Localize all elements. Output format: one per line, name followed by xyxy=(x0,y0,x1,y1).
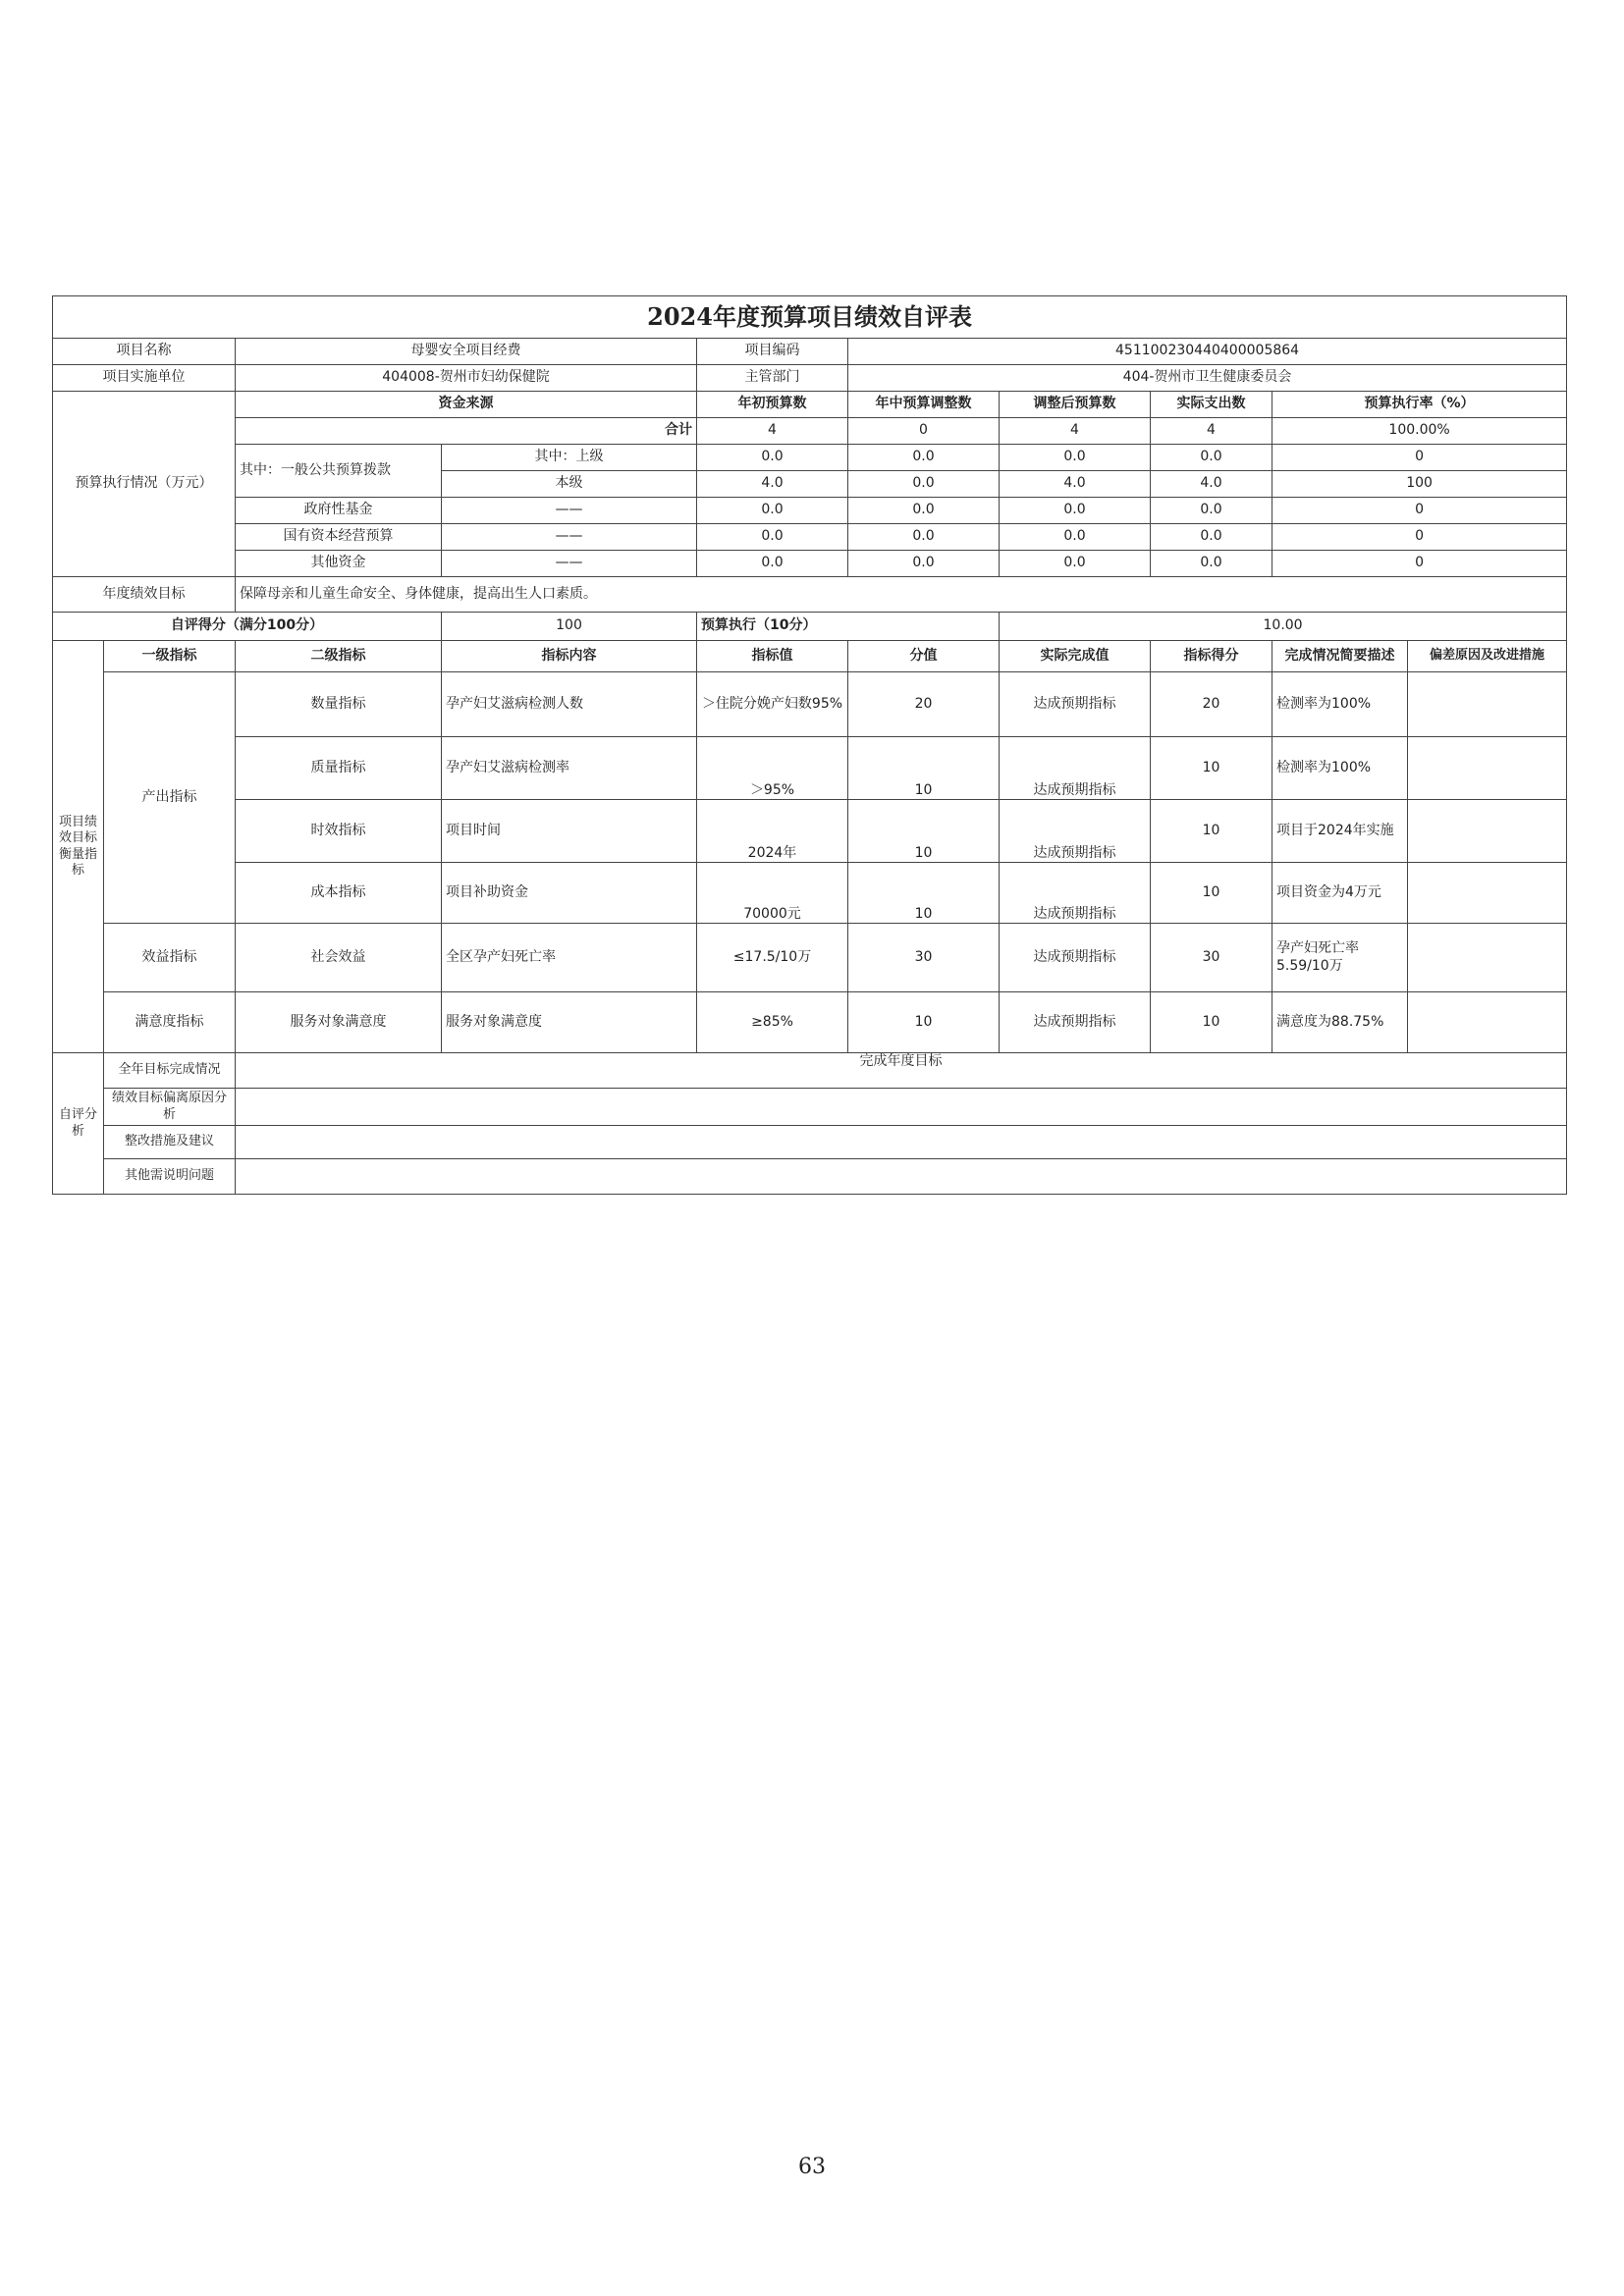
ind-row5-content: 全区孕产妇死亡率 xyxy=(442,924,697,992)
budget-other-label: 其他资金 xyxy=(236,551,442,577)
ind-header-content: 指标内容 xyxy=(442,641,697,672)
ind-row2-reason xyxy=(1408,737,1567,800)
performance-sheet xyxy=(52,295,1566,1195)
project-code: 451100230440400005864 xyxy=(848,339,1567,365)
ind-row4-weight: 10 xyxy=(848,863,1000,924)
page-number: 63 xyxy=(798,2155,826,2179)
ind-row3-target: 2024年 xyxy=(697,800,848,863)
ind-row6-desc: 满意度为88.75% xyxy=(1272,992,1408,1053)
table-title: 2024年度预算项目绩效自评表 xyxy=(53,296,1567,339)
ind-row4-target: 70000元 xyxy=(697,863,848,924)
ind-row5-level2: 社会效益 xyxy=(236,924,442,992)
ind-level1-satisfaction: 满意度指标 xyxy=(104,992,236,1053)
budget-total-initial: 4 xyxy=(697,418,848,445)
ind-row6-level2: 服务对象满意度 xyxy=(236,992,442,1053)
budget-state-capital-dash: —— xyxy=(442,524,697,551)
budget-general-label: 其中：一般公共预算拨款 xyxy=(236,445,442,498)
budget-upper-adjusted: 0.0 xyxy=(1000,445,1151,471)
budget-gov-fund-initial: 0.0 xyxy=(697,498,848,524)
ind-level1-benefit: 效益指标 xyxy=(104,924,236,992)
analysis-row4-label: 其他需说明问题 xyxy=(104,1159,236,1195)
ind-header-actual: 实际完成值 xyxy=(1000,641,1151,672)
budget-local-actual: 4.0 xyxy=(1151,471,1272,498)
ind-row5-actual: 达成预期指标 xyxy=(1000,924,1151,992)
ind-row5-weight: 30 xyxy=(848,924,1000,992)
budget-state-capital-label: 国有资本经营预算 xyxy=(236,524,442,551)
project-name: 母婴安全项目经费 xyxy=(236,339,697,365)
budget-local-label: 本级 xyxy=(442,471,697,498)
ind-level1-output: 产出指标 xyxy=(104,672,236,924)
ind-row2-desc: 检测率为100% xyxy=(1272,737,1408,800)
ind-row2-actual: 达成预期指标 xyxy=(1000,737,1151,800)
budget-other-initial: 0.0 xyxy=(697,551,848,577)
ind-row1-desc: 检测率为100% xyxy=(1272,672,1408,737)
ind-row6-target: ≥85% xyxy=(697,992,848,1053)
score-exec-label: 预算执行（10分） xyxy=(697,613,1000,641)
budget-upper-adjust: 0.0 xyxy=(848,445,1000,471)
budget-other-adjust: 0.0 xyxy=(848,551,1000,577)
ind-row4-desc: 项目资金为4万元 xyxy=(1272,863,1408,924)
budget-other-adjusted: 0.0 xyxy=(1000,551,1151,577)
ind-row6-content: 服务对象满意度 xyxy=(442,992,697,1053)
budget-total-label: 合计 xyxy=(236,418,697,445)
budget-gov-fund-rate: 0 xyxy=(1272,498,1567,524)
budget-header-rate: 预算执行率（%） xyxy=(1272,392,1567,418)
budget-state-capital-rate: 0 xyxy=(1272,524,1567,551)
indicator-section-label: 项目绩效目标衡量指标 xyxy=(53,641,104,1053)
ind-row6-weight: 10 xyxy=(848,992,1000,1053)
budget-total-actual: 4 xyxy=(1151,418,1272,445)
goal-text: 保障母亲和儿童生命安全、身体健康，提高出生人口素质。 xyxy=(236,577,1567,613)
budget-upper-actual: 0.0 xyxy=(1151,445,1272,471)
analysis-row2-value xyxy=(236,1089,1567,1126)
ind-row6-score: 10 xyxy=(1151,992,1272,1053)
analysis-row1-label: 全年目标完成情况 xyxy=(104,1053,236,1089)
ind-row2-weight: 10 xyxy=(848,737,1000,800)
budget-gov-fund-adjust: 0.0 xyxy=(848,498,1000,524)
ind-row4-actual: 达成预期指标 xyxy=(1000,863,1151,924)
budget-local-initial: 4.0 xyxy=(697,471,848,498)
budget-state-capital-adjust: 0.0 xyxy=(848,524,1000,551)
ind-row1-score: 20 xyxy=(1151,672,1272,737)
ind-header-level2: 二级指标 xyxy=(236,641,442,672)
ind-row6-actual: 达成预期指标 xyxy=(1000,992,1151,1053)
budget-other-actual: 0.0 xyxy=(1151,551,1272,577)
ind-row1-target: ＞住院分娩产妇数95% xyxy=(697,672,848,737)
score-label: 自评得分（满分100分） xyxy=(53,613,442,641)
ind-row3-actual: 达成预期指标 xyxy=(1000,800,1151,863)
ind-row1-reason xyxy=(1408,672,1567,737)
ind-row5-score: 30 xyxy=(1151,924,1272,992)
ind-row1-actual: 达成预期指标 xyxy=(1000,672,1151,737)
budget-other-dash: —— xyxy=(442,551,697,577)
ind-row4-level2: 成本指标 xyxy=(236,863,442,924)
ind-row3-level2: 时效指标 xyxy=(236,800,442,863)
ind-row6-reason xyxy=(1408,992,1567,1053)
ind-row2-target: ＞95% xyxy=(697,737,848,800)
impl-unit-label: 项目实施单位 xyxy=(53,365,236,392)
budget-header-actual: 实际支出数 xyxy=(1151,392,1272,418)
ind-row5-reason xyxy=(1408,924,1567,992)
ind-row1-weight: 20 xyxy=(848,672,1000,737)
budget-local-adjusted: 4.0 xyxy=(1000,471,1151,498)
ind-row2-level2: 质量指标 xyxy=(236,737,442,800)
ind-row3-content: 项目时间 xyxy=(442,800,697,863)
ind-row4-content: 项目补助资金 xyxy=(442,863,697,924)
analysis-row4-value xyxy=(236,1159,1567,1195)
project-name-label: 项目名称 xyxy=(53,339,236,365)
ind-row3-weight: 10 xyxy=(848,800,1000,863)
ind-row5-target: ≤17.5/10万 xyxy=(697,924,848,992)
budget-section-label: 预算执行情况（万元） xyxy=(53,392,236,577)
ind-header-score: 指标得分 xyxy=(1151,641,1272,672)
budget-header-adjust: 年中预算调整数 xyxy=(848,392,1000,418)
dept-label: 主管部门 xyxy=(697,365,848,392)
budget-other-rate: 0 xyxy=(1272,551,1567,577)
budget-state-capital-adjusted: 0.0 xyxy=(1000,524,1151,551)
ind-header-weight: 分值 xyxy=(848,641,1000,672)
budget-state-capital-initial: 0.0 xyxy=(697,524,848,551)
analysis-section-label: 自评分析 xyxy=(53,1053,104,1195)
budget-gov-fund-actual: 0.0 xyxy=(1151,498,1272,524)
score-value: 100 xyxy=(442,613,697,641)
analysis-row3-label: 整改措施及建议 xyxy=(104,1126,236,1159)
analysis-row3-value xyxy=(236,1126,1567,1159)
budget-header-source: 资金来源 xyxy=(236,392,697,418)
budget-total-adjust: 0 xyxy=(848,418,1000,445)
ind-row3-desc: 项目于2024年实施 xyxy=(1272,800,1408,863)
budget-state-capital-actual: 0.0 xyxy=(1151,524,1272,551)
impl-unit: 404008-贺州市妇幼保健院 xyxy=(236,365,697,392)
goal-label: 年度绩效目标 xyxy=(53,577,236,613)
ind-row3-score: 10 xyxy=(1151,800,1272,863)
ind-header-level1: 一级指标 xyxy=(104,641,236,672)
ind-row2-score: 10 xyxy=(1151,737,1272,800)
budget-header-adjusted: 调整后预算数 xyxy=(1000,392,1151,418)
ind-row5-desc: 孕产妇死亡率5.59/10万 xyxy=(1272,924,1408,992)
ind-row4-score: 10 xyxy=(1151,863,1272,924)
budget-gov-fund-label: 政府性基金 xyxy=(236,498,442,524)
budget-upper-initial: 0.0 xyxy=(697,445,848,471)
project-code-label: 项目编码 xyxy=(697,339,848,365)
budget-total-adjusted: 4 xyxy=(1000,418,1151,445)
ind-row1-level2: 数量指标 xyxy=(236,672,442,737)
score-exec-value: 10.00 xyxy=(1000,613,1567,641)
budget-local-adjust: 0.0 xyxy=(848,471,1000,498)
ind-row1-content: 孕产妇艾滋病检测人数 xyxy=(442,672,697,737)
budget-header-initial: 年初预算数 xyxy=(697,392,848,418)
ind-header-reason: 偏差原因及改进措施 xyxy=(1408,641,1567,672)
analysis-row2-label: 绩效目标偏离原因分析 xyxy=(104,1089,236,1126)
ind-header-target: 指标值 xyxy=(697,641,848,672)
budget-local-rate: 100 xyxy=(1272,471,1567,498)
budget-total-rate: 100.00% xyxy=(1272,418,1567,445)
ind-row4-reason xyxy=(1408,863,1567,924)
budget-gov-fund-adjusted: 0.0 xyxy=(1000,498,1151,524)
budget-gov-fund-dash: —— xyxy=(442,498,697,524)
dept: 404-贺州市卫生健康委员会 xyxy=(848,365,1567,392)
ind-header-desc: 完成情况简要描述 xyxy=(1272,641,1408,672)
analysis-row1-value: 完成年度目标 xyxy=(236,1053,1567,1089)
budget-upper-rate: 0 xyxy=(1272,445,1567,471)
ind-row2-content: 孕产妇艾滋病检测率 xyxy=(442,737,697,800)
ind-row3-reason xyxy=(1408,800,1567,863)
budget-upper-label: 其中：上级 xyxy=(442,445,697,471)
performance-table xyxy=(52,295,1567,1195)
